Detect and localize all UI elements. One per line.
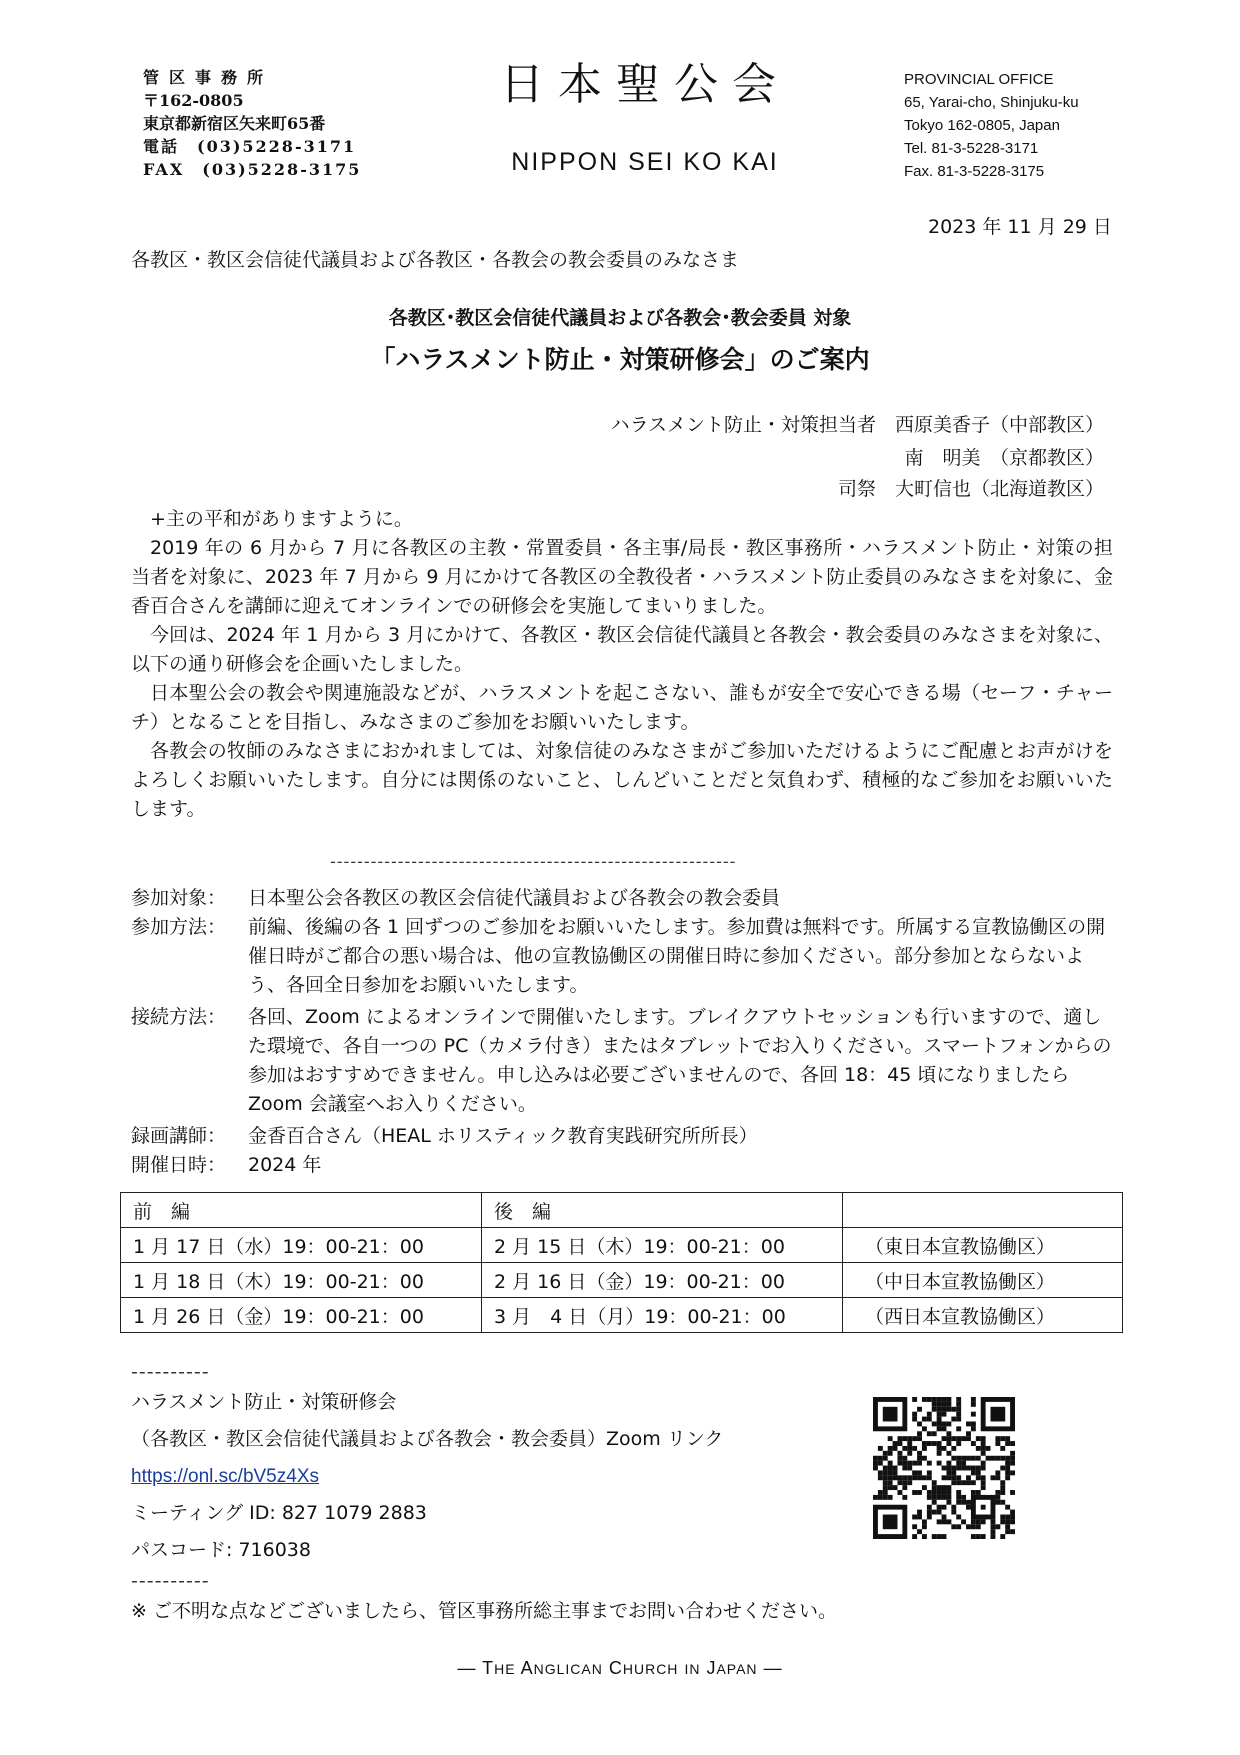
table-cell: 2 月 15 日（木）19：00-21：00 xyxy=(482,1228,843,1263)
qr-code-icon[interactable] xyxy=(873,1397,1015,1539)
footer-smallcaps: IN xyxy=(684,1661,701,1677)
signatory-line: 司祭 大町信也（北海道教区） xyxy=(837,478,1104,500)
zoom-info xyxy=(131,1360,723,1593)
zoom-meeting-id: ミーティング ID: 827 1079 2883 xyxy=(131,1502,427,1524)
info-connect-value: 各回、Zoom によるオンラインで開催いたします。ブレイクアウトセッションも行いますので、適した環境で、各自一つの PC（カメラ付き）またはタブレットでお入りください。スマートフォンからの参加はおすすめできません。申し込みは必要ございませんので、各回 18：45 頃になりましたら Zoom 会議室へお入りください。 xyxy=(248,1006,1112,1115)
church-name-en: NIPPON SEI KO KAI xyxy=(511,148,779,176)
office-tel-en: Tel. 81-3-5228-3171 xyxy=(904,140,1039,157)
info-target xyxy=(131,884,1113,913)
office-title-jp: 管区事務所 xyxy=(143,68,274,87)
table-cell: 2 月 16 日（金）19：00-21：00 xyxy=(482,1263,843,1298)
footer-church-name xyxy=(0,1658,1240,1679)
info-method-value: 前編、後編の各 1 回ずつのご参加をお願いいたします。参加費は無料です。所属する宣教協働区の開催日時がご都合の悪い場合は、他の宣教協働区の開催日時に参加ください。部分参加とならないよう、各回全日参加をお願いいたします。 xyxy=(248,916,1106,996)
footer-letter: T xyxy=(482,1658,495,1678)
recipients: 各教区・教区会信徒代議員および各教区・各教会の教会委員のみなさま xyxy=(131,249,740,271)
body-paragraph: 各教会の牧師のみなさまにおかれましては、対象信徒のみなさまがご参加いただけるようにご配慮とお声がけをよろしくお願いいたします。自分には関係のないこと、しんどいことだと気負わず、積極的なご参加をお願いいたします。 xyxy=(131,740,1113,820)
footer-letter: C xyxy=(608,1658,623,1678)
info-connect xyxy=(131,1003,1113,1122)
body-paragraph: 今回は、2024 年 1 月から 3 月にかけて、各教区・教区会信徒代議員と各教会・教会委員のみなさまを対象に、以下の通り研修会を企画いたしました。 xyxy=(131,624,1113,675)
zoom-event-name: ハラスメント防止・対策研修会 xyxy=(131,1391,397,1413)
office-title-en: PROVINCIAL OFFICE xyxy=(904,71,1054,88)
schedule-table xyxy=(120,1192,1123,1333)
info-date xyxy=(131,1151,1113,1180)
info-target-label: 参加対象： xyxy=(131,887,227,909)
body-paragraph: 日本聖公会の教会や関連施設などが、ハラスメントを起こさない、誰もが安全で安心できる場（セーフ・チャーチ）となることを目指し、みなさまのご参加をお願いいたします。 xyxy=(131,682,1113,733)
section-divider: ------------------------------------------------------------ xyxy=(330,852,737,871)
info-connect-label: 接続方法： xyxy=(131,1006,227,1028)
table-header-cell: 前 編 xyxy=(121,1193,482,1228)
zoom-separator-bottom: ---------- xyxy=(131,1570,210,1592)
table-row xyxy=(121,1228,1123,1263)
document-date: 2023 年 11 月 29 日 xyxy=(928,216,1112,238)
footer-smallcaps: APAN xyxy=(716,1661,758,1677)
zoom-audience: （各教区・教区会信徒代議員および各教会・教会委員）Zoom リンク xyxy=(131,1428,724,1450)
contact-note: ※ ご不明な点などございましたら、管区事務所総主事までお問い合わせください。 xyxy=(131,1600,837,1622)
office-street-jp: 東京都新宿区矢来町65番 xyxy=(143,114,326,133)
document-title: 「ハラスメント防止・対策研修会」のご案内 xyxy=(370,345,870,374)
body-paragraph: 2019 年の 6 月から 7 月に各教区の主教・常置委員・各主事/局長・教区事務所・ハラスメント防止・対策の担当者を対象に、2023 年 7 月から 9 月にかけて各教区の全教役者・ハラスメント防止委員のみなさまを対象に、金香百合さんを講師に迎えてオンラインでの研修会を実施してまいりました。 xyxy=(131,537,1113,617)
signatory-line: ハラスメント防止・対策担当者 西原美香子（中部教区） xyxy=(610,414,1104,436)
table-header-cell xyxy=(843,1193,1123,1228)
office-address-en xyxy=(904,68,1079,183)
footer-smallcaps: NGLICAN xyxy=(533,1661,603,1677)
footer-dash: — xyxy=(457,1658,477,1678)
letter-body xyxy=(131,505,1113,824)
office-fax-en: Fax. 81-3-5228-3175 xyxy=(904,163,1045,180)
info-method-label: 参加方法： xyxy=(131,916,227,938)
office-postal-jp: 〒162-0805 xyxy=(143,91,244,110)
zoom-passcode: パスコード: 716038 xyxy=(131,1539,311,1561)
table-cell: 1 月 26 日（金）19：00-21：00 xyxy=(121,1298,482,1333)
table-row xyxy=(121,1298,1123,1333)
office-fax-jp: FAX (03)5228-3175 xyxy=(143,160,362,179)
info-lecturer-value: 金香百合さん（HEAL ホリスティック教育実践研究所所長） xyxy=(248,1125,758,1147)
footer-smallcaps: HE xyxy=(494,1661,516,1677)
info-date-label: 開催日時： xyxy=(131,1154,227,1176)
table-cell: 1 月 17 日（水）19：00-21：00 xyxy=(121,1228,482,1263)
table-cell: （東日本宣教協働区） xyxy=(843,1228,1123,1263)
office-tel-jp: 電話 (03)5228-3171 xyxy=(143,137,357,156)
table-cell: （西日本宣教協働区） xyxy=(843,1298,1123,1333)
table-cell: 1 月 18 日（木）19：00-21：00 xyxy=(121,1263,482,1298)
signatory-line: 南 明美 （京都教区） xyxy=(904,447,1104,469)
info-target-value: 日本聖公会各教区の教区会信徒代議員および各教会の教会委員 xyxy=(248,887,781,909)
document-subtitle: 各教区･教区会信徒代議員および各教会･教会委員 対象 xyxy=(388,307,852,329)
footer-smallcaps: HURCH xyxy=(622,1661,679,1677)
info-date-value: 2024 年 xyxy=(248,1154,322,1176)
body-paragraph: +主の平和がありますように。 xyxy=(150,508,413,530)
zoom-separator-top: ---------- xyxy=(131,1361,210,1383)
table-row xyxy=(121,1263,1123,1298)
zoom-link[interactable]: https://onl.sc/bV5z4Xs xyxy=(131,1466,319,1487)
church-logo-jp: 日本聖公会 xyxy=(500,59,790,110)
table-cell: （中日本宣教協働区） xyxy=(843,1263,1123,1298)
info-method xyxy=(131,913,1113,1003)
footer-letter: A xyxy=(520,1658,534,1678)
table-header-row xyxy=(121,1193,1123,1228)
info-lecturer xyxy=(131,1122,1113,1151)
office-address-jp xyxy=(143,66,361,181)
info-lecturer-label: 録画講師： xyxy=(131,1125,227,1147)
footer-letter: J xyxy=(706,1658,717,1678)
footer-dash: — xyxy=(763,1658,783,1678)
office-address-line2: Tokyo 162-0805, Japan xyxy=(904,117,1060,134)
table-cell: 3 月 4 日（月）19：00-21：00 xyxy=(482,1298,843,1333)
office-address-line1: 65, Yarai-cho, Shinjuku-ku xyxy=(904,94,1079,111)
table-header-cell: 後 編 xyxy=(482,1193,843,1228)
